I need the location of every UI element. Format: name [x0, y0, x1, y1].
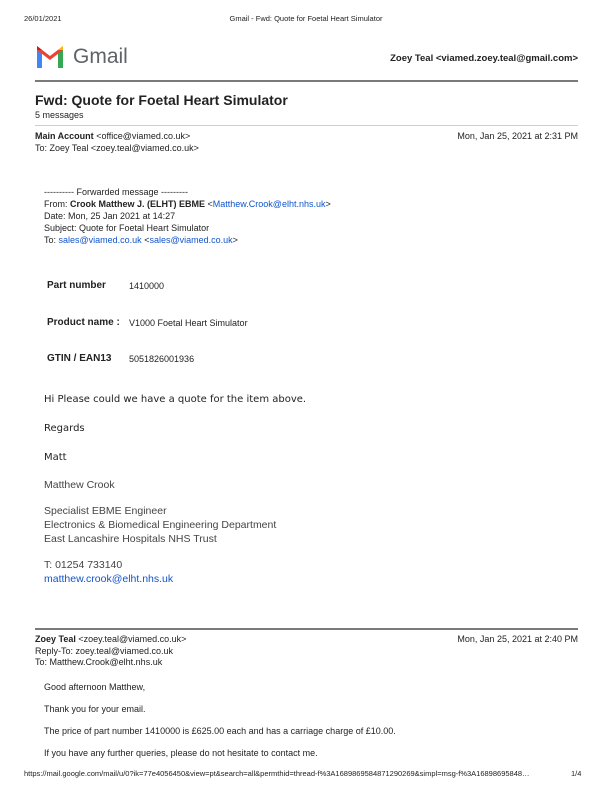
- account-label: Zoey Teal <viamed.zoey.teal@gmail.com>: [390, 53, 578, 64]
- gmail-wordmark: Gmail: [73, 45, 128, 68]
- sig-name: Matthew Crook: [44, 479, 115, 491]
- gtin-value: 5051826001936: [129, 354, 195, 364]
- gmail-m-icon: [35, 45, 65, 69]
- part-number-value: 1410000: [129, 281, 165, 291]
- msg1-from: [35, 131, 190, 141]
- sig-org: East Lancashire Hospitals NHS Trust: [44, 533, 217, 545]
- fwd-to-gt: >: [232, 235, 238, 245]
- msg2-thanks: Thank you for your email.: [44, 704, 146, 714]
- sig-role: Specialist EBME Engineer: [44, 505, 167, 517]
- divider-msg1: [35, 125, 578, 126]
- message-count: 5 messages: [35, 110, 84, 120]
- fwd-from: [44, 199, 331, 209]
- gtin-label: GTIN / EAN13: [47, 353, 112, 364]
- sig-email-link[interactable]: matthew.crook@elht.nhs.uk: [44, 573, 174, 585]
- msg1-sender-name: Main Account: [35, 131, 94, 141]
- thread-subject: Fwd: Quote for Foetal Heart Simulator: [35, 92, 288, 108]
- print-title: Gmail - Fwd: Quote for Foetal Heart Simulator: [229, 14, 383, 23]
- fwd-to-label: To:: [44, 235, 59, 245]
- body-name: Matt: [44, 452, 67, 463]
- msg1-date: Mon, Jan 25, 2021 at 2:31 PM: [457, 131, 578, 141]
- fwd-from-name: Crook Matthew J. (ELHT) EBME: [70, 199, 206, 209]
- msg2-price: The price of part number 1410000 is £625.00 each and has a carriage charge of £10.00.: [44, 726, 396, 736]
- fwd-from-gt: >: [325, 199, 331, 209]
- product-name-value: V1000 Foetal Heart Simulator: [129, 318, 248, 328]
- part-number-label: Part number: [47, 280, 106, 291]
- header-divider: [35, 80, 578, 82]
- fwd-separator: ---------- Forwarded message ---------: [44, 187, 188, 197]
- msg2-closing: If you have any further queries, please do not hesitate to contact me.: [44, 748, 318, 758]
- msg1-to: To: Zoey Teal <zoey.teal@viamed.co.uk>: [35, 143, 199, 153]
- sig-phone: T: 01254 733140: [44, 559, 123, 571]
- fwd-from-email-link[interactable]: Matthew.Crook@elht.nhs.uk: [212, 199, 326, 209]
- fwd-to-email-link-2[interactable]: sales@viamed.co.uk: [149, 235, 233, 245]
- print-url: https://mail.google.com/mail/u/0?ik=77e4056450&view=pt&search=all&permthid=thread-f%3A1689869584871290269&simpl=msg-f%3A16898695848…: [24, 769, 530, 778]
- fwd-subject: Subject: Quote for Foetal Heart Simulator: [44, 223, 210, 233]
- divider-msg2: [35, 628, 578, 630]
- msg2-greeting: Good afternoon Matthew,: [44, 682, 146, 692]
- product-name-label: Product name :: [47, 317, 120, 328]
- msg2-reply-to: Reply-To: zoey.teal@viamed.co.uk: [35, 646, 174, 656]
- msg1-sender-email: <office@viamed.co.uk>: [96, 131, 191, 141]
- fwd-to: [44, 235, 238, 245]
- fwd-to-lt: <: [141, 235, 150, 245]
- fwd-from-lt: <: [205, 199, 213, 209]
- fwd-to-email-link[interactable]: sales@viamed.co.uk: [58, 235, 142, 245]
- msg2-from: [35, 634, 186, 644]
- fwd-from-label: From:: [44, 199, 70, 209]
- sig-dept: Electronics & Biomedical Engineering Department: [44, 519, 277, 531]
- body-request: Hi Please could we have a quote for the item above.: [44, 394, 307, 405]
- msg2-sender-email: <zoey.teal@viamed.co.uk>: [78, 634, 187, 644]
- fwd-date: Date: Mon, 25 Jan 2021 at 14:27: [44, 211, 176, 221]
- print-page-number: 1/4: [571, 769, 582, 778]
- msg2-sender-name: Zoey Teal: [35, 634, 76, 644]
- msg2-to: To: Matthew.Crook@elht.nhs.uk: [35, 657, 163, 667]
- gmail-logo: [35, 44, 131, 70]
- body-regards: Regards: [44, 423, 85, 434]
- print-date: 26/01/2021: [24, 14, 62, 23]
- msg2-date: Mon, Jan 25, 2021 at 2:40 PM: [457, 634, 578, 644]
